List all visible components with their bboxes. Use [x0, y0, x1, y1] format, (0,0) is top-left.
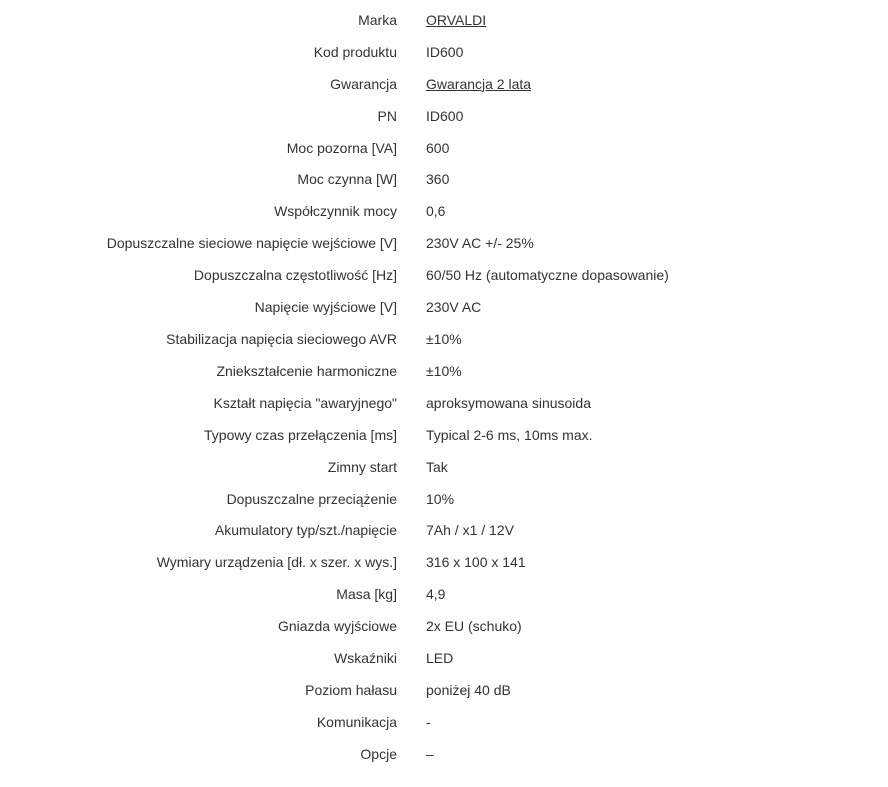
- spec-label: Poziom hałasu: [305, 681, 397, 698]
- spec-value: 600: [426, 139, 450, 156]
- spec-value: 316 x 100 x 141: [426, 554, 526, 571]
- spec-value: 10%: [426, 490, 455, 507]
- spec-label: Wskaźniki: [333, 650, 397, 667]
- spec-row-product-code: [0, 36, 888, 68]
- spec-value: ±10%: [426, 362, 462, 379]
- spec-row-cold-start: [0, 451, 888, 483]
- spec-row-frequency: [0, 259, 888, 291]
- spec-row-harmonic-distortion: [0, 355, 888, 387]
- spec-value: Tak: [426, 458, 448, 475]
- spec-value: 4,9: [426, 586, 446, 603]
- spec-row-power-factor: [0, 195, 888, 227]
- spec-value: ID600: [426, 107, 464, 124]
- warranty-link[interactable]: Gwarancja 2 lata: [426, 75, 532, 92]
- spec-value: poniżej 40 dB: [426, 681, 511, 698]
- spec-row-dimensions: [0, 546, 888, 578]
- spec-row-overload: [0, 483, 888, 515]
- spec-row-pn: [0, 100, 888, 132]
- spec-value: 2x EU (schuko): [426, 618, 522, 635]
- spec-value: 230V AC: [426, 299, 482, 316]
- spec-value: 60/50 Hz (automatyczne dopasowanie): [426, 267, 669, 284]
- spec-value: LED: [426, 650, 454, 667]
- spec-row-brand: [0, 4, 888, 36]
- spec-row-noise-level: [0, 674, 888, 706]
- spec-value: 7Ah / x1 / 12V: [426, 522, 514, 539]
- spec-value: 0,6: [426, 203, 446, 220]
- spec-label: Kształt napięcia "awaryjnego": [213, 394, 397, 411]
- spec-row-transfer-time: [0, 419, 888, 451]
- spec-label: Zniekształcenie harmoniczne: [216, 362, 397, 379]
- spec-label: Moc pozorna [VA]: [286, 139, 397, 156]
- spec-label: Współczynnik mocy: [274, 203, 397, 220]
- spec-label: Stabilizacja napięcia sieciowego AVR: [166, 331, 397, 348]
- spec-row-communication: [0, 706, 888, 738]
- spec-row-waveform: [0, 387, 888, 419]
- spec-value: Typical 2-6 ms, 10ms max.: [426, 426, 593, 443]
- spec-label: Moc czynna [W]: [297, 171, 397, 188]
- spec-row-batteries: [0, 515, 888, 547]
- spec-label: Gniazda wyjściowe: [277, 618, 397, 635]
- spec-row-weight: [0, 578, 888, 610]
- spec-row-indicators: [0, 642, 888, 674]
- spec-label: Dopuszczalna częstotliwość [Hz]: [193, 267, 397, 284]
- spec-value: aproksymowana sinusoida: [426, 394, 591, 411]
- spec-row-warranty: [0, 68, 888, 100]
- spec-label: Zimny start: [327, 458, 397, 475]
- spec-label: Napięcie wyjściowe [V]: [254, 299, 397, 316]
- spec-row-avr: [0, 323, 888, 355]
- spec-label: Akumulatory typ/szt./napięcie: [214, 522, 397, 539]
- spec-row-active-power: [0, 164, 888, 196]
- spec-label: Kod produktu: [313, 43, 397, 60]
- spec-label: Komunikacja: [316, 713, 397, 730]
- spec-label: Dopuszczalne przeciążenie: [226, 490, 397, 507]
- spec-value: –: [426, 745, 434, 762]
- spec-row-options: [0, 738, 888, 770]
- spec-value: -: [426, 713, 431, 730]
- spec-value: ID600: [426, 43, 464, 60]
- spec-label: Marka: [358, 11, 397, 28]
- brand-link[interactable]: ORVALDI: [426, 11, 487, 28]
- spec-label: Opcje: [360, 745, 397, 762]
- spec-row-apparent-power: [0, 132, 888, 164]
- spec-value: 230V AC +/- 25%: [426, 235, 534, 252]
- spec-row-output-sockets: [0, 610, 888, 642]
- spec-label: Wymiary urządzenia [dł. x szer. x wys.]: [156, 554, 397, 571]
- spec-row-output-voltage: [0, 291, 888, 323]
- spec-label: Gwarancja: [330, 75, 397, 92]
- spec-row-input-voltage: [0, 227, 888, 259]
- spec-label: Typowy czas przełączenia [ms]: [204, 426, 397, 443]
- spec-label: PN: [377, 107, 397, 124]
- spec-value: 360: [426, 171, 450, 188]
- spec-label: Dopuszczalne sieciowe napięcie wejściowe [V]: [106, 235, 397, 252]
- spec-value: ±10%: [426, 331, 462, 348]
- spec-label: Masa [kg]: [336, 586, 397, 603]
